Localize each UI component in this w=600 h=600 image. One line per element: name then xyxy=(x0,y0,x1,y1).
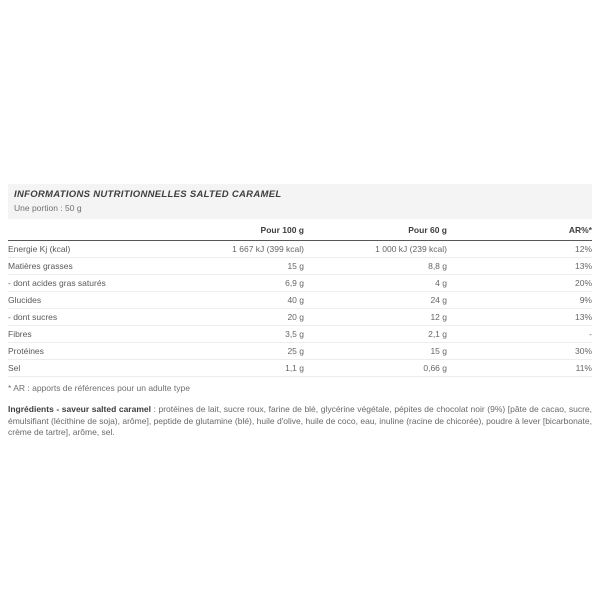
row-label: Protéines xyxy=(8,346,44,356)
value-per-60g: 8,8 g xyxy=(428,261,447,271)
ingredients-paragraph xyxy=(8,404,592,439)
value-ar-percent: 20% xyxy=(574,278,592,288)
ar-footnote: * AR : apports de références pour un adulte type xyxy=(8,383,190,393)
value-per-100g: 6,9 g xyxy=(285,278,304,288)
table-row-matieres-grasses xyxy=(8,258,592,275)
nutrition-section xyxy=(8,184,592,439)
row-label: Sel xyxy=(8,363,21,373)
ingredients-text: : protéines de lait, sucre roux, farine de blé, glycérine végétale, pépites de chocolat noir (9%) [pâte de cacao, sucre, émulsifiant (lécithine de soja), arôme], peptide de glutamine (blé), huile d'olive, huile de coco, eau, inuline (racine de chicorée), poudre à lever [bicarbonate, crème de tartre], arôme, sel. xyxy=(8,404,592,437)
value-per-60g: 12 g xyxy=(430,312,447,322)
value-ar-percent: 12% xyxy=(574,244,592,254)
value-per-60g: 2,1 g xyxy=(428,329,447,339)
value-per-60g: 1 000 kJ (239 kcal) xyxy=(375,244,447,254)
value-per-100g: 15 g xyxy=(287,261,304,271)
table-row-energie xyxy=(8,241,592,258)
section-title: INFORMATIONS NUTRITIONNELLES SALTED CARAMEL xyxy=(14,189,282,200)
value-ar-percent: - xyxy=(589,329,592,339)
table-row-sucres xyxy=(8,309,592,326)
row-label: - dont sucres xyxy=(8,312,58,322)
column-header-per-100g: Pour 100 g xyxy=(260,225,304,235)
table-row-glucides xyxy=(8,292,592,309)
row-label: Fibres xyxy=(8,329,32,339)
ingredients-label: Ingrédients - saveur salted caramel xyxy=(8,404,151,414)
table-row-acides-gras-satures xyxy=(8,275,592,292)
value-per-100g: 3,5 g xyxy=(285,329,304,339)
value-per-60g: 15 g xyxy=(430,346,447,356)
row-label: Matières grasses xyxy=(8,261,73,271)
row-label: - dont acides gras saturés xyxy=(8,278,106,288)
value-ar-percent: 9% xyxy=(579,295,592,305)
table-row-sel xyxy=(8,360,592,377)
section-header xyxy=(8,184,592,219)
column-header-per-60g: Pour 60 g xyxy=(408,225,447,235)
value-ar-percent: 13% xyxy=(574,312,592,322)
portion-size: Une portion : 50 g xyxy=(14,203,82,213)
table-header-row xyxy=(8,221,592,241)
value-ar-percent: 11% xyxy=(575,363,592,373)
table-row-proteines xyxy=(8,343,592,360)
value-per-60g: 4 g xyxy=(435,278,447,288)
nutrition-table xyxy=(8,221,592,377)
table-row-fibres xyxy=(8,326,592,343)
row-label: Energie Kj (kcal) xyxy=(8,244,71,254)
value-per-100g: 1,1 g xyxy=(285,363,304,373)
value-ar-percent: 13% xyxy=(574,261,592,271)
value-per-100g: 40 g xyxy=(287,295,304,305)
value-ar-percent: 30% xyxy=(574,346,592,356)
value-per-60g: 0,66 g xyxy=(423,363,447,373)
column-header-ar-percent: AR%* xyxy=(568,225,592,235)
row-label: Glucides xyxy=(8,295,42,305)
value-per-100g: 1 667 kJ (399 kcal) xyxy=(232,244,304,254)
value-per-100g: 20 g xyxy=(287,312,304,322)
value-per-60g: 24 g xyxy=(430,295,447,305)
value-per-100g: 25 g xyxy=(287,346,304,356)
